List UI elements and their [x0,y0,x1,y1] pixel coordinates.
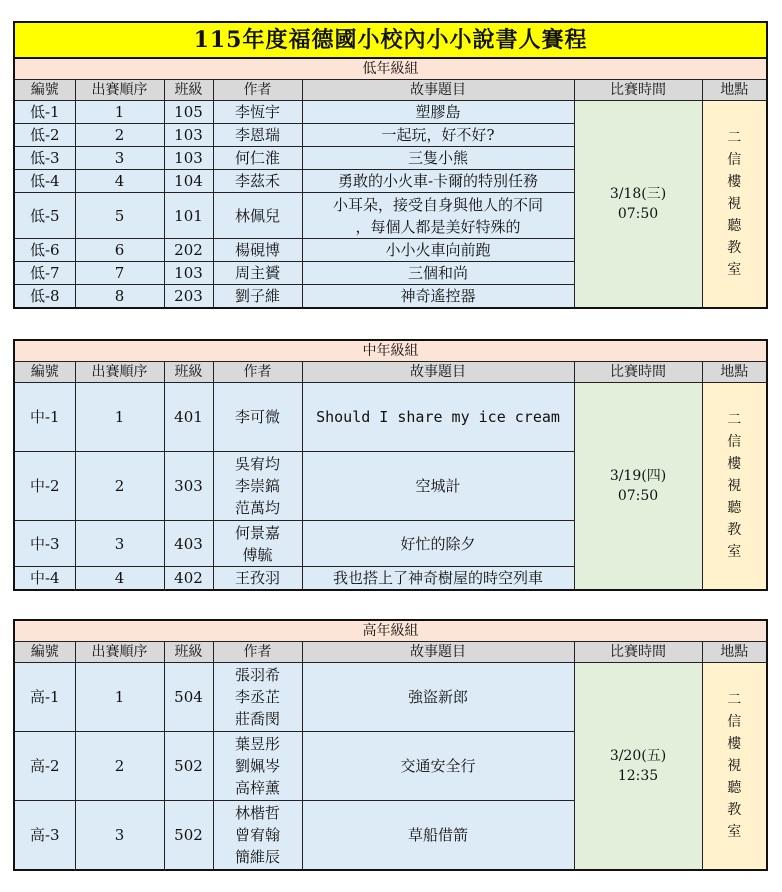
header-author: 作者 [213,80,302,101]
header-time: 比賽時間 [574,80,702,101]
entry-order: 3 [75,521,164,567]
venue [702,663,767,870]
header-place: 地點 [702,362,767,383]
entry-story [302,521,574,567]
schedule-table-low [13,21,768,309]
entry-id: 中-1 [14,383,75,452]
venue-char: 聽 [727,218,742,234]
author-name: 葉昱彤 [234,735,280,753]
entry-id: 低-4 [14,170,75,193]
match-date: 3/18(三) [609,186,667,202]
header-story: 故事題目 [302,362,574,383]
venue-char: 室 [727,544,742,560]
entry-story [302,239,574,262]
entry-authors [213,663,302,732]
section-low-grade [13,21,766,309]
entry-authors [213,452,302,521]
entry-authors [213,124,302,147]
header-time: 比賽時間 [574,362,702,383]
entry-story [302,567,574,591]
entry-story [302,147,574,170]
header-class: 班級 [164,362,213,383]
story-line: 草船借箭 [407,825,468,844]
entry-id: 高-3 [14,801,75,870]
rows-body [14,101,767,309]
entry-order: 7 [75,262,164,285]
venue-char: 室 [727,262,742,278]
venue-char: 信 [727,152,742,168]
venue-char: 視 [727,196,742,212]
story-line: ，每個人都是美好特殊的 [355,217,521,236]
entry-class: 504 [164,663,213,732]
entry-class: 502 [164,732,213,801]
story-line: 勇敢的小火車-卡爾的特別任務 [337,172,539,190]
entry-authors [213,567,302,591]
entry-id: 中-2 [14,452,75,521]
entry-story [302,101,574,124]
group-title: 中年級組 [14,340,767,362]
author-name: 李恆宇 [234,103,280,121]
match-time [574,383,702,591]
header-story: 故事題目 [302,642,574,663]
entry-story [302,801,574,870]
story-line: 神奇遙控器 [400,287,476,305]
match-time [574,663,702,870]
venue [702,383,767,591]
venue-char: 聽 [727,779,742,796]
header-place: 地點 [702,80,767,101]
entry-class: 104 [164,170,213,193]
header-row [14,362,767,383]
rows-body [14,383,767,591]
entry-order: 4 [75,170,164,193]
story-line: 好忙的除夕 [400,534,476,553]
venue-char: 視 [727,757,742,774]
author-name: 劉子維 [234,287,280,305]
header-place: 地點 [702,642,767,663]
venue-char: 二 [727,412,742,428]
section-high-grade [13,619,766,871]
venue-char: 教 [727,522,742,538]
entry-story [302,452,574,521]
entry-authors [213,383,302,452]
venue-char: 聽 [727,500,742,516]
group-title: 低年級組 [14,58,767,80]
entry-order: 1 [75,383,164,452]
match-date: 3/19(四) [609,468,667,484]
entry-story [302,193,574,239]
story-line: 小耳朵，接受自身與他人的不同 [332,195,543,214]
entry-id: 低-3 [14,147,75,170]
venue-char: 教 [727,240,742,256]
entry-class: 502 [164,801,213,870]
author-name: 張羽希 [234,666,280,684]
entry-authors [213,285,302,309]
story-line: 一起玩，好不好? [381,126,495,144]
author-name: 楊硯博 [234,241,280,259]
entry-id: 中-3 [14,521,75,567]
entry-order: 2 [75,732,164,801]
schedule-table-mid [13,339,768,591]
table-row [14,101,767,124]
author-name: 傅毓 [242,545,273,564]
venue-char: 樓 [727,174,742,190]
entry-id: 高-2 [14,732,75,801]
group-title: 高年級組 [14,620,767,642]
entry-order: 3 [75,801,164,870]
header-id: 編號 [14,362,75,383]
section-mid-grade [13,339,766,591]
entry-class: 105 [164,101,213,124]
entry-order: 2 [75,124,164,147]
entry-class: 103 [164,124,213,147]
entry-class: 203 [164,285,213,309]
story-line: 交通安全行 [400,757,476,775]
author-name: 林佩兒 [234,206,280,225]
author-name: 簡維辰 [234,847,280,866]
author-name: 何景嘉 [234,523,280,542]
header-story: 故事題目 [302,80,574,101]
entry-order: 5 [75,193,164,239]
author-name: 何仁淮 [234,149,280,167]
match-clock: 12:35 [617,767,659,784]
author-name: 李崇鎬 [234,477,280,495]
entry-story [302,732,574,801]
entry-class: 401 [164,383,213,452]
entry-order: 3 [75,147,164,170]
entry-authors [213,101,302,124]
story-line: 小小火車向前跑 [385,241,491,259]
story-line: 強盜新郎 [407,688,468,706]
entry-authors [213,262,302,285]
header-class: 班級 [164,80,213,101]
entry-class: 403 [164,521,213,567]
author-name: 周主贇 [234,264,280,282]
entry-order: 6 [75,239,164,262]
entry-id: 低-1 [14,101,75,124]
author-name: 王孜羽 [234,569,280,587]
header-order: 出賽順序 [75,642,164,663]
entry-id: 低-6 [14,239,75,262]
venue-char: 二 [727,691,742,708]
author-name: 李丞芷 [234,688,280,706]
entry-id: 中-4 [14,567,75,591]
venue-char: 信 [727,713,742,730]
table-row [14,663,767,732]
entry-id: 低-2 [14,124,75,147]
entry-story [302,170,574,193]
entry-class: 103 [164,147,213,170]
venue-char: 信 [727,434,742,450]
entry-order: 4 [75,567,164,591]
venue-char: 室 [727,823,742,840]
entry-class: 402 [164,567,213,591]
author-name: 李茲禾 [234,172,280,190]
match-clock: 07:50 [617,488,659,504]
header-row [14,80,767,101]
author-name: 曾宥翰 [234,825,280,844]
venue-char: 教 [727,801,742,818]
match-time [574,101,702,309]
entry-story [302,383,574,452]
entry-authors [213,801,302,870]
author-name: 莊喬閔 [234,710,280,728]
venue-char: 樓 [727,456,742,472]
entry-order: 1 [75,101,164,124]
header-class: 班級 [164,642,213,663]
author-name: 吳宥均 [234,455,280,473]
author-name: 林楷哲 [234,803,280,822]
entry-class: 101 [164,193,213,239]
entry-authors [213,147,302,170]
match-clock: 07:50 [617,206,659,222]
story-line: 三隻小熊 [407,149,468,167]
author-name: 高梓薰 [234,779,280,797]
entry-class: 303 [164,452,213,521]
entry-order: 8 [75,285,164,309]
schedule-table-high [13,619,768,871]
story-line: 三個和尚 [407,264,468,282]
entry-authors [213,193,302,239]
table-row [14,383,767,452]
author-name: 李恩瑞 [234,126,280,144]
story-line: Should I share my ice cream [316,408,560,426]
author-name: 劉姵岑 [234,757,280,775]
entry-class: 103 [164,262,213,285]
header-order: 出賽順序 [75,362,164,383]
rows-body [14,663,767,870]
venue-char: 樓 [727,735,742,752]
entry-story [302,124,574,147]
entry-story [302,663,574,732]
page-title: 115年度福德國小校內小小說書人賽程 [14,22,767,58]
entry-id: 低-5 [14,193,75,239]
header-row [14,642,767,663]
entry-id: 高-1 [14,663,75,732]
header-time: 比賽時間 [574,642,702,663]
header-id: 編號 [14,642,75,663]
entry-id: 低-8 [14,285,75,309]
entry-authors [213,732,302,801]
header-author: 作者 [213,642,302,663]
author-name: 范萬均 [234,499,280,517]
header-author: 作者 [213,362,302,383]
story-line: 我也搭上了神奇樹屋的時空列車 [332,569,543,587]
story-line: 塑膠島 [415,103,461,121]
entry-id: 低-7 [14,262,75,285]
author-name: 李可微 [234,408,280,426]
match-date: 3/20(五) [609,747,667,764]
header-order: 出賽順序 [75,80,164,101]
entry-story [302,285,574,309]
entry-authors [213,170,302,193]
venue [702,101,767,309]
entry-order: 2 [75,452,164,521]
entry-authors [213,239,302,262]
venue-char: 二 [727,130,742,146]
entry-class: 202 [164,239,213,262]
story-line: 空城計 [415,477,461,495]
entry-order: 1 [75,663,164,732]
header-id: 編號 [14,80,75,101]
entry-authors [213,521,302,567]
venue-char: 視 [727,478,742,494]
entry-story [302,262,574,285]
